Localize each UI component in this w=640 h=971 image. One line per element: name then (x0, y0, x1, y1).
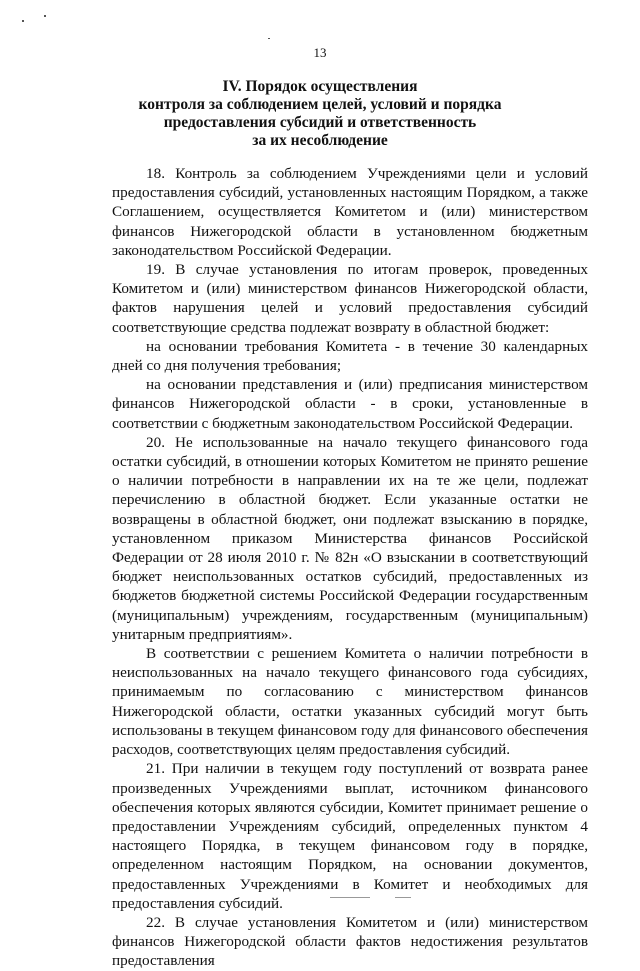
paragraph-19: 19. В случае установления по итогам проверок, проведенных Комитетом и (или) министерством финансов Нижегородской области, фактов нарушения целей и условий предоставления субсидий соответствующие средства подлежат возврату в областной бюджет: (112, 261, 588, 336)
paragraph-19-requirement: на основании требования Комитета - в течение 30 календарных дней со дня получения требования; (112, 337, 588, 375)
heading-line: за их несоблюдение (252, 132, 388, 149)
heading-line: предоставления субсидий и ответственность (163, 114, 477, 131)
heading-line: контроля за соблюдением целей, условий и порядка (138, 96, 502, 113)
paragraph-18: 18. Контроль за соблюдением Учреждениями цели и условий предоставления субсидий, установленных настоящим Порядком, а также Соглашением, осуществляется Комитетом и (или) министерством финансов Нижегородской области в установленном бюджетным законодательством Российской Федерации. (112, 165, 588, 259)
paragraph-19-presentation: на основании представления и (или) предписания министерством финансов Нижегородской области - в сроки, установленные в соответствии с бюджетным законодательством Российской Федерации. (112, 376, 588, 432)
page-number: 13 (313, 45, 327, 60)
paragraph-21: 21. При наличии в текущем году поступлений от возврата ранее произведенных Учреждениями выплат, источником финансового обеспечения которых являются субсидии, Комитет принимает решение о предоставлении Учреждениям субсидий, определенных пунктом 4 настоящего Порядка, в текущем финансовом году в порядке, определенном настоящим Порядком, на основании документов, предоставленных Учреждениями в Комитет и необходимых для предоставления субсидий. (112, 760, 588, 912)
paragraph-20: 20. Не использованные на начало текущего финансового года остатки субсидий, в отношении которых Комитетом не принято решение о наличии потребности в направлении их на те же цели, подлежат перечислению в областной бюджет. Если указанные остатки не возвращены в областной бюджет, они подлежат взысканию в порядке, установленном приказом Министерства финансов Российской Федерации от 28 июля 2010 г. № 82н «О взыскании в соответствующий бюджет неиспользованных остатков субсидий, предоставленных из бюджетов бюджетной системы Российской Федерации государственным (муниципальным) учреждениям, государственным (муниципальным) унитарным предприятиям». (112, 433, 588, 643)
section-heading (130, 78, 510, 150)
document-body (112, 164, 588, 971)
heading-line: IV. Порядок осуществления (222, 78, 418, 95)
paragraph-22: 22. В случае установления Комитетом и (или) министерством финансов Нижегородской области фактов недостижения результатов предоставления (112, 913, 588, 970)
paragraph-20-decision: В соответствии с решением Комитета о наличии потребности в неиспользованных на начало текущего финансового года субсидиях, принимаемым по согласованию с министерством финансов Нижегородской области, остатки указанных субсидий могут быть использованы в текущем финансовом году для финансового обеспечения расходов, соответствующих целям предоставления субсидий. (112, 645, 588, 759)
